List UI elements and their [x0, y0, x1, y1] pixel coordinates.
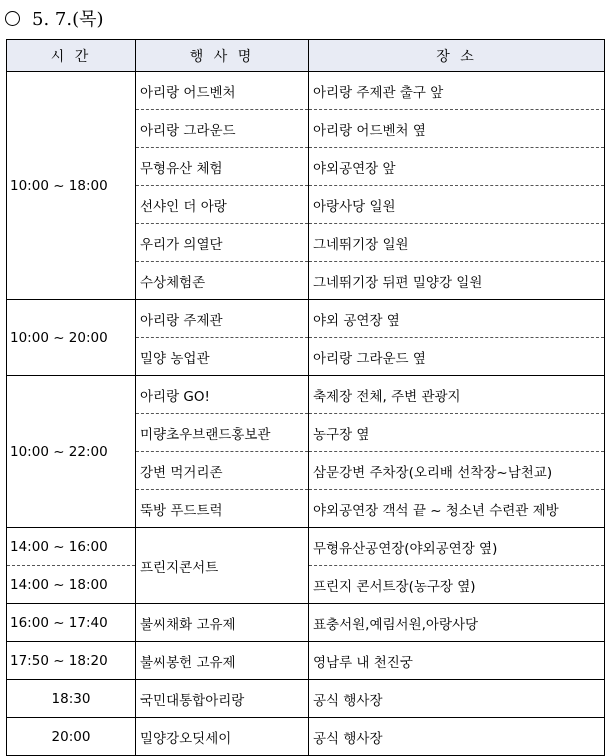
time-cell: 14:00 ~ 16:00 [7, 528, 136, 566]
time-cell: 18:30 [7, 680, 136, 718]
table-row [7, 718, 605, 756]
place-cell: 아리랑 그라운드 옆 [309, 338, 605, 376]
place-cell: 표충서원,예림서원,아랑사당 [309, 604, 605, 642]
schedule-table [6, 39, 605, 756]
time-cell: 10:00 ~ 22:00 [7, 376, 136, 528]
time-cell: 16:00 ~ 17:40 [7, 604, 136, 642]
time-cell: 10:00 ~ 20:00 [7, 300, 136, 376]
place-cell: 공식 행사장 [309, 680, 605, 718]
place-cell: 삼문강변 주차장(오리배 선착장~남천교) [309, 452, 605, 490]
event-cell: 무형유산 체험 [136, 148, 309, 186]
event-cell: 아리랑 어드벤처 [136, 72, 309, 110]
event-cell: 프린지콘서트 [136, 528, 309, 604]
header-place: 장 소 [309, 40, 605, 72]
place-cell: 야외 공연장 옆 [309, 300, 605, 338]
time-cell: 20:00 [7, 718, 136, 756]
table-row [7, 680, 605, 718]
header-event: 행 사 명 [136, 40, 309, 72]
date-heading [5, 4, 104, 32]
event-cell: 밀양 농업관 [136, 338, 309, 376]
place-cell: 야외공연장 앞 [309, 148, 605, 186]
event-cell: 국민대통합아리랑 [136, 680, 309, 718]
table-row [7, 528, 605, 566]
place-cell: 아랑사당 일원 [309, 186, 605, 224]
place-cell: 영남루 내 천진궁 [309, 642, 605, 680]
table-row [7, 642, 605, 680]
table-row [7, 604, 605, 642]
place-cell: 프린지 콘서트장(농구장 옆) [309, 566, 605, 604]
place-cell: 농구장 옆 [309, 414, 605, 452]
event-cell: 미량초우브랜드홍보관 [136, 414, 309, 452]
time-cell: 14:00 ~ 18:00 [7, 566, 136, 604]
table-row [7, 300, 605, 338]
event-cell: 수상체험존 [136, 262, 309, 300]
event-cell: 강변 먹거리존 [136, 452, 309, 490]
place-cell: 아리랑 어드벤처 옆 [309, 110, 605, 148]
place-cell: 그네뛰기장 일원 [309, 224, 605, 262]
time-cell: 17:50 ~ 18:20 [7, 642, 136, 680]
event-cell: 우리가 의열단 [136, 224, 309, 262]
event-cell: 선샤인 더 아랑 [136, 186, 309, 224]
table-row [7, 72, 605, 110]
event-cell: 불씨채화 고유제 [136, 604, 309, 642]
circle-icon [5, 11, 20, 26]
event-cell: 밀양강오딧세이 [136, 718, 309, 756]
place-cell: 무형유산공연장(야외공연장 옆) [309, 528, 605, 566]
place-cell: 축제장 전체, 주변 관광지 [309, 376, 605, 414]
time-cell: 10:00 ~ 18:00 [7, 72, 136, 300]
event-cell: 아리랑 그라운드 [136, 110, 309, 148]
table-row [7, 376, 605, 414]
event-cell: 뚝방 푸드트럭 [136, 490, 309, 528]
place-cell: 공식 행사장 [309, 718, 605, 756]
event-cell: 아리랑 주제관 [136, 300, 309, 338]
date-text: 5. 7.(목) [32, 9, 104, 30]
place-cell: 아리랑 주제관 출구 앞 [309, 72, 605, 110]
header-row [7, 40, 605, 72]
header-time: 시 간 [7, 40, 136, 72]
event-cell: 아리랑 GO! [136, 376, 309, 414]
place-cell: 야외공연장 객석 끝 ~ 청소년 수련관 제방 [309, 490, 605, 528]
event-cell: 불씨봉헌 고유제 [136, 642, 309, 680]
place-cell: 그네뛰기장 뒤편 밀양강 일원 [309, 262, 605, 300]
